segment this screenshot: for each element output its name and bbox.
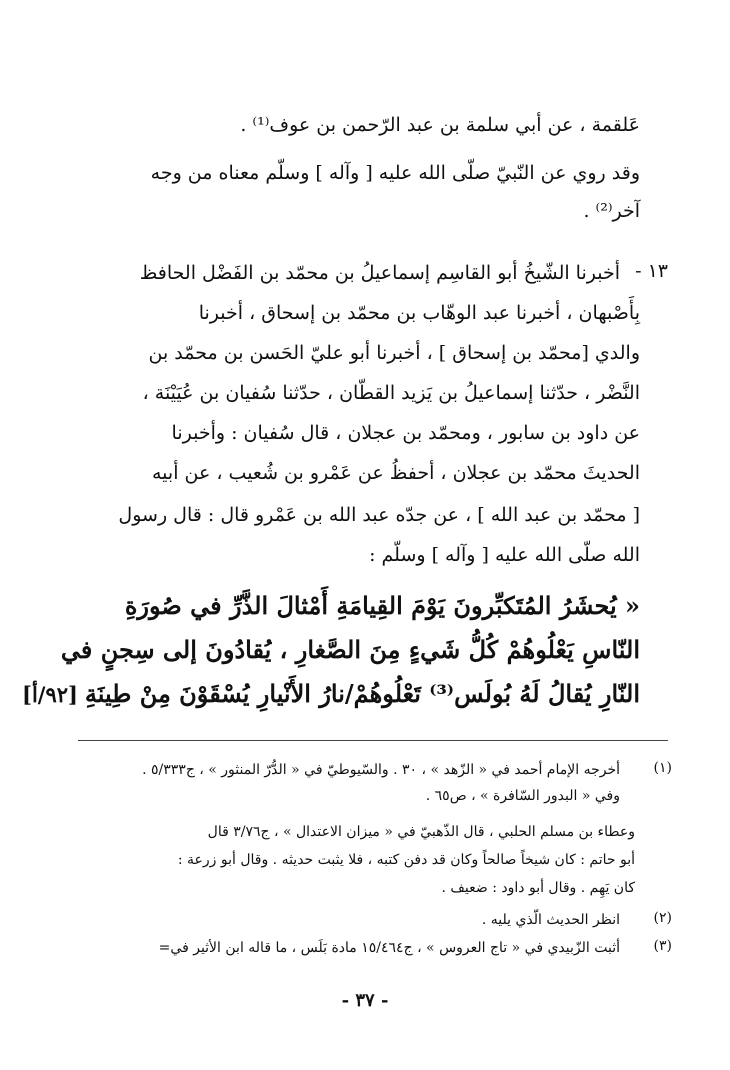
footnote-1-marker: (١)	[653, 760, 672, 776]
page-number: - ٣٧ -	[341, 990, 389, 1011]
hadith-line-7: [ محمّد بن عبد الله ] ، عن جدّه عبد الله بن عَمْرو قال : قال رسول	[118, 504, 640, 526]
manuscript-folio-marker: [٩٢/أ]	[22, 682, 78, 707]
footnote-2-line-1: انظر الحديث الّذي يليه .	[481, 912, 620, 928]
hadith-line-5: عن داود بن سابور ، ومحمّد بن عجلان ، قال سُفيان : وأخبرنا	[171, 422, 640, 444]
quote-line-1: « يُحشَرُ المُتَكبِّرونَ يَوْمَ القِيامَةِ أَمْثالَ الذَّرِّ في صُورَةِ	[124, 591, 640, 620]
intro-line-2: وقد روي عن النّبيّ صلّى الله عليه [ وآله ] وسلّم معناه من وجه	[150, 162, 640, 184]
footnote-2-marker: (٢)	[653, 910, 672, 926]
hadith-line-4: النَّضْر ، حدّثنا إسماعيلُ بن يَزيد القطّان ، حدّثنا سُفيان بن عُيَيْنَة ،	[142, 382, 640, 404]
footnote-3-line-1: أثبت الزّبيدي في « تاج العروس » ، ج١٥/٤٦٤ مادة بَلَس ، ما قاله ابن الأثير في=	[158, 940, 620, 956]
hadith-line-8: الله صلّى الله عليه [ وآله ] وسلّم :	[369, 544, 640, 566]
footnote-1-line-5: كان يَهِم . وقال أبو داود : ضعيف .	[441, 880, 635, 896]
hadith-line-3: والدي [محمّد بن إسحاق ] ، أخبرنا أبو عليّ الحَسن بن محمّد بن	[148, 342, 640, 364]
footnote-separator	[78, 740, 668, 741]
footnote-1-line-3: وعطاء بن مسلم الحلبي ، قال الذّهبيّ في « ميزان الاعتدال » ، ج٣/٧٦ قال	[207, 824, 635, 840]
hadith-line-2: بِأَصْبهان ، أخبرنا عبد الوهّاب بن محمّد بن إسحاق ، أخبرنا	[198, 302, 640, 324]
quote-line-3: النّارِ يُقالُ لَهُ بُولَس⁽³⁾ تَعْلُوهُمْ/نارُ الأَنْيارِ يُسْقَوْنَ مِنْ طِينَةِ	[84, 679, 640, 708]
footnote-3-marker: (٣)	[653, 938, 672, 954]
hadith-line-1: أخبرنا الشّيخُ أبو القاسِم إسماعيلُ بن محمّد بن الفَضْل الحافظ	[139, 262, 620, 284]
footnote-1-line-4: أبو حاتم : كان شيخاً صالحاً وكان قد دفن كتبه ، فلا يثبت حديثه . وقال أبو زرعة :	[177, 852, 635, 868]
intro-line-1: عَلقمة ، عن أبي سلمة بن عبد الرّحمن بن عوف⁽¹⁾ .	[240, 114, 640, 136]
hadith-number: ١٣ -	[635, 260, 668, 282]
quote-line-2: النّاسِ يَعْلُوهُمْ كُلُّ شَيءٍ مِنَ الصَّغارِ ، يُقادُونَ إلى سِجنٍ في	[60, 635, 640, 664]
footnote-1-line-1: أخرجه الإمام أحمد في « الزّهد » ، ٣٠ . والسّيوطيّ في « الدُّرّ المنثور » ، ج٥/٣٣٣ .	[142, 762, 620, 778]
hadith-line-6: الحديثَ محمّد بن عجلان ، أحفظُ عن عَمْرو بن شُعيب ، عن أبيه	[152, 462, 640, 484]
footnote-1-line-2: وفي « البدور السّافرة » ، ص٦٥ .	[425, 788, 620, 804]
intro-line-3: آخر⁽²⁾ .	[583, 200, 640, 222]
